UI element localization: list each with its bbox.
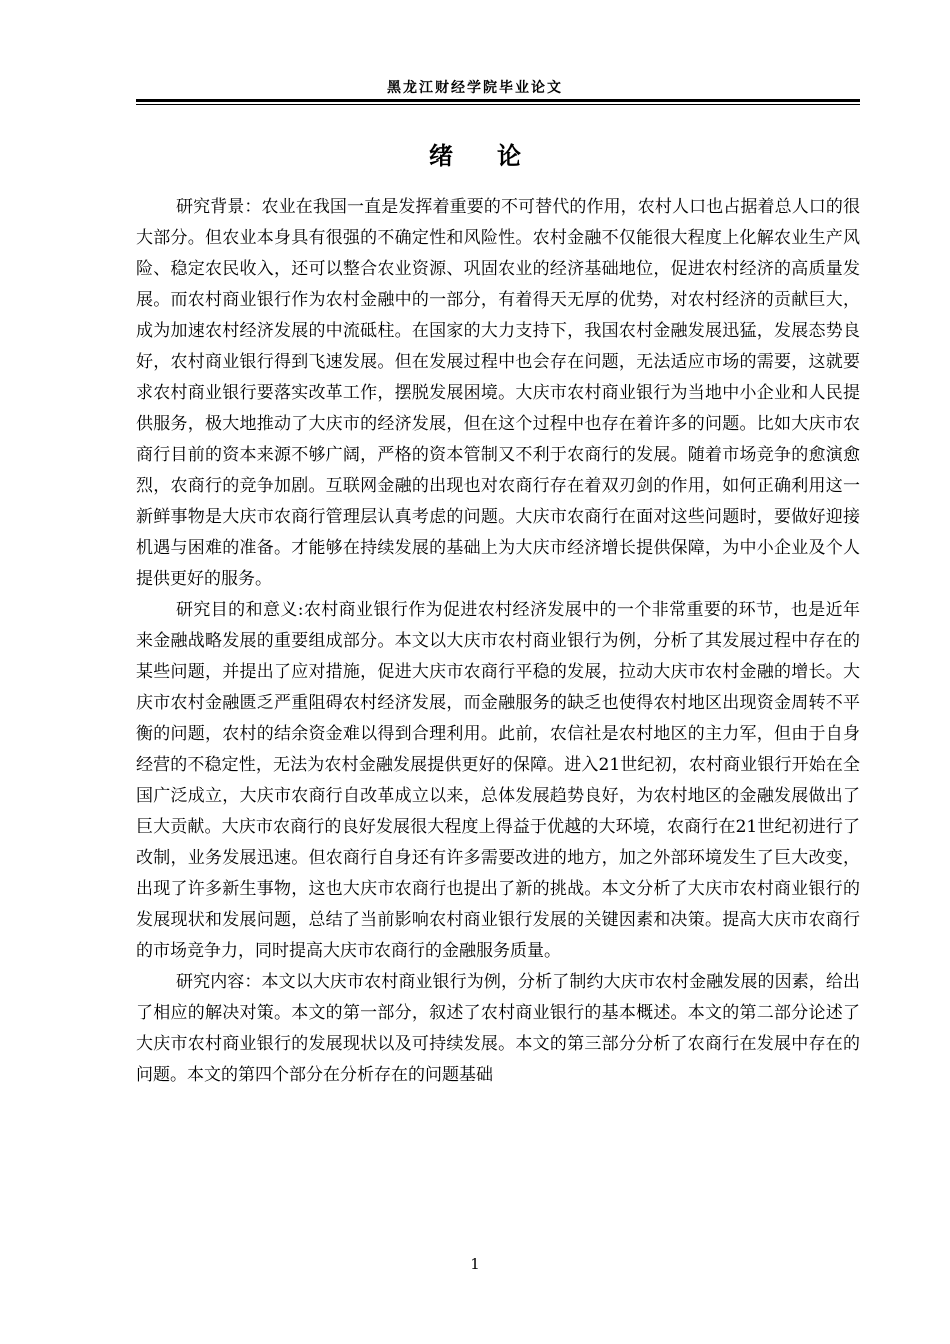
page-number: 1 [470,1255,480,1273]
paragraph-research-purpose: 研究目的和意义:农村商业银行作为促进农村经济发展中的一个非常重要的环节，也是近年来金融战略发展的重要组成部分。本文以大庆市农村商业银行为例，分析了其发展过程中存在的某些问题，并提出了应对措施，促进大庆市农商行平稳的发展，拉动大庆市农村金融的增长。大庆市农村金融匮乏严重阻碍农村经济发展，而金融服务的缺乏也使得农村地区出现资金周转不平衡的问题，农村的结余资金难以得到合理利用。此前，农信社是农村地区的主力军，但由于自身经营的不稳定性，无法为农村金融发展提供更好的保障。进入21世纪初，农村商业银行开始在全国广泛成立，大庆市农商行自改革成立以来，总体发展趋势良好，为农村地区的金融发展做出了巨大贡献。大庆市农商行的良好发展很大程度上得益于优越的大环境，农商行在21世纪初进行了改制，业务发展迅速。但农商行自身还有许多需要改进的地方，加之外部环境发生了巨大改变，出现了许多新生事物，这也大庆市农商行也提出了新的挑战。本文分析了大庆市农村商业银行的发展现状和发展问题，总结了当前影响农村商业银行发展的关键因素和决策。提高大庆市农商行的市场竞争力，同时提高大庆市农商行的金融服务质量。 [136,600,860,961]
paragraph-research-content: 研究内容：本文以大庆市农村商业银行为例，分析了制约大庆市农村金融发展的因素，给出了相应的解决对策。本文的第一部分，叙述了农村商业银行的基本概述。本文的第二部分论述了大庆市农村商业银行的发展现状以及可持续发展。本文的第三部分分析了农商行在发展中存在的问题。本文的第四个部分在分析存在的问题基础 [136,972,860,1085]
body-text [136,192,860,1091]
paragraph-research-background: 研究背景：农业在我国一直是发挥着重要的不可替代的作用，农村人口也占据着总人口的很大部分。但农业本身具有很强的不确定性和风险性。农村金融不仅能很大程度上化解农业生产风险、稳定农民收入，还可以整合农业资源、巩固农业的经济基础地位，促进农村经济的高质量发展。而农村商业银行作为农村金融中的一部分，有着得天无厚的优势，对农村经济的贡献巨大，成为加速农村经济发展的中流砥柱。在国家的大力支持下，我国农村金融发展迅猛，发展态势良好，农村商业银行得到飞速发展。但在发展过程中也会存在问题，无法适应市场的需要，这就要求农村商业银行要落实改革工作，摆脱发展困境。大庆市农村商业银行为当地中小企业和人民提供服务，极大地推动了大庆市的经济发展，但在这个过程中也存在着许多的问题。比如大庆市农商行目前的资本来源不够广阔，严格的资本管制又不利于农商行的发展。随着市场竞争的愈演愈烈，农商行的竞争加剧。互联网金融的出现也对农商行存在着双刃剑的作用，如何正确利用这一新鲜事物是大庆市农商行管理层认真考虑的问题。大庆市农商行在面对这些问题时，要做好迎接机遇与困难的准备。才能够在持续发展的基础上为大庆市经济增长提供保障，为中小企业及个人提供更好的服务。 [136,197,860,589]
section-title: 绪论 [429,141,565,170]
header-rule-thick [136,99,860,102]
running-header-title: 黑龙江财经学院毕业论文 [387,80,563,96]
header-rule-thin [136,104,860,105]
